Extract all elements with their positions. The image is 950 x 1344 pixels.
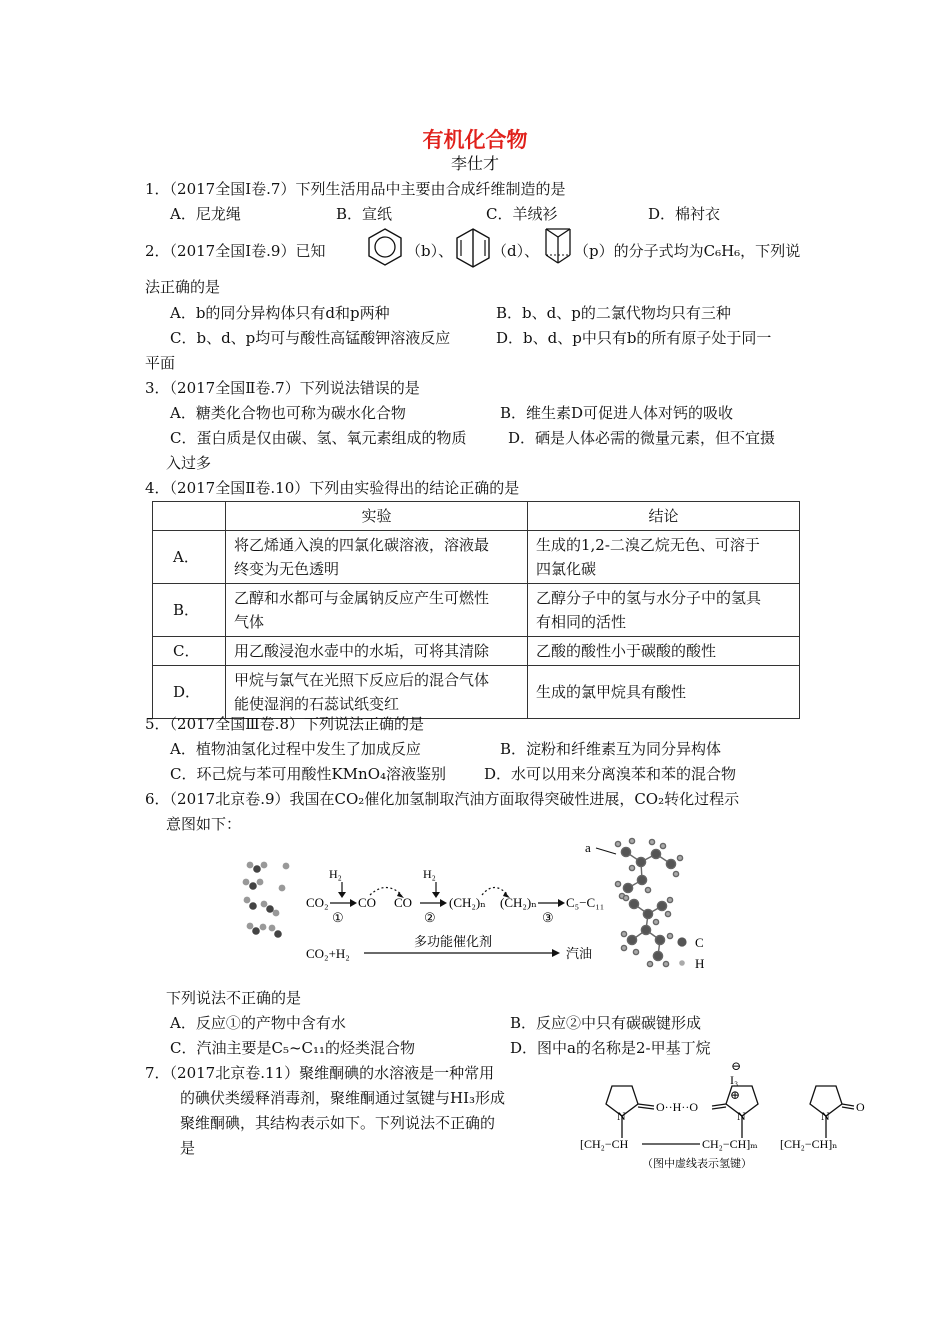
q7-line-4: 是: [180, 1139, 196, 1157]
step-1-label: ①: [332, 910, 344, 925]
minus-charge: ⊖: [731, 1059, 742, 1073]
experiment-cell: 将乙烯通入溴的四氯化碳溶液，溶液最 终变为无色透明: [226, 531, 528, 584]
q2-label-b: （b）、: [406, 242, 454, 260]
document-title: 有机化合物: [422, 128, 528, 152]
h2-label-1: H₂: [329, 867, 342, 881]
i3-label: I₃: [730, 1073, 739, 1087]
legend-carbon-dot: [677, 937, 686, 946]
experiment-cell: 乙醇和水都可与金属钠反应产生可燃性 气体: [226, 584, 528, 637]
plus-charge: ⊕: [730, 1088, 741, 1102]
q6-stem-continued: 意图如下：: [166, 815, 242, 833]
co-label-1: CO: [358, 895, 377, 910]
legend-c: C: [695, 935, 704, 950]
q5-option-a: A．植物油氢化过程中发生了加成反应: [170, 740, 421, 758]
q1-option-d: D．棉衬衣: [648, 205, 721, 223]
q6-ask: 下列说法不正确的是: [166, 989, 302, 1007]
q2-option-c: C．b、d、p均可与酸性高锰酸钾溶液反应: [170, 329, 451, 347]
q6-option-a: A．反应①的产物中含有水: [170, 1014, 346, 1032]
o-atom-3: O: [856, 1100, 865, 1114]
n-atom-1: N: [617, 1109, 626, 1123]
label-a: a: [585, 840, 591, 855]
conclusion-cell: 乙醇分子中的氢与水分子中的氢具 有相同的活性: [528, 584, 800, 637]
q2-option-a: A．b的同分异构体只有d和p两种: [170, 304, 390, 322]
q6-option-b: B．反应②中只有碳碳键形成: [510, 1014, 702, 1032]
conclusion-cell: 生成的氯甲烷具有酸性: [528, 666, 800, 719]
c5-c11-label: C₅−C₁₁: [566, 895, 605, 910]
benzene-structure-b: [366, 227, 404, 267]
co2-label: CO₂: [306, 895, 329, 910]
q3-option-c: C．蛋白质是仅由碳、氢、氧元素组成的物质: [170, 429, 467, 447]
pyrrolidone-ring-1: [606, 1086, 654, 1138]
q6-option-d: D．图中a的名称是2-甲基丁烷: [510, 1039, 711, 1057]
n-atom-2: N: [737, 1109, 746, 1123]
q1-option-c: C．羊绒衫: [486, 205, 558, 223]
ch2n-label-2: (CH₂)ₙ: [500, 895, 537, 910]
author: 李仕才: [450, 154, 499, 173]
pyrrolidone-ring-3: [810, 1086, 854, 1138]
conclusion-cell: 生成的1,2-二溴乙烷无色、可溶于 四氯化碳: [528, 531, 800, 584]
co2-molecule-cluster: [243, 862, 290, 938]
q2-label-p: （p）的分子式均为C₆H₆，下列说: [574, 242, 801, 260]
q3-option-d: D．硒是人体必需的微量元素，但不宜摄: [508, 429, 776, 447]
h2-label-2: H₂: [423, 867, 436, 881]
q6-stem: 6．（2017北京卷.9）我国在CO₂催化加氢制取汽油方面取得突破性进展，CO₂转化过程示: [145, 790, 740, 808]
chain-segment-3: [CH₂−CH]ₙ: [780, 1137, 838, 1151]
table-row: [153, 531, 800, 584]
q7-line-3: 聚维酮碘，其结构表示如下。下列说法不正确的: [180, 1114, 496, 1132]
q2-option-d: D．b、d、p中只有b的所有原子处于同一: [496, 329, 772, 347]
step-3-label: ③: [542, 910, 554, 925]
experiment-table: [152, 501, 800, 719]
row-option: D．: [153, 666, 226, 719]
experiment-cell: 甲烷与氯气在光照下反应后的混合气体 能使湿润的石蕊试纸变红: [226, 666, 528, 719]
chain-segment-1: [CH₂−CH: [580, 1137, 629, 1151]
q3-option-a: A．糖类化合物也可称为碳水化合物: [170, 404, 406, 422]
table-header-conclusion: 结论: [528, 502, 800, 531]
q6-option-c: C．汽油主要是C₅~C₁₁的烃类混合物: [170, 1039, 416, 1057]
row-option: A．: [153, 531, 226, 584]
q7-line-2: 的碘伏类缓释消毒剂，聚维酮通过氢键与HI₃形成: [180, 1089, 506, 1107]
q5-option-d: D．水可以用来分离溴苯和苯的混合物: [484, 765, 737, 783]
q3-stem: 3．（2017全国Ⅱ卷.7）下列说法错误的是: [145, 379, 420, 397]
conclusion-cell: 乙酸的酸性小于碳酸的酸性: [528, 637, 800, 666]
n-atom-3: N: [821, 1109, 830, 1123]
table-header-row: [153, 502, 800, 531]
co2-conversion-diagram: [236, 832, 716, 982]
molecule-model-chain: [621, 895, 672, 966]
q7-line-1: 7．（2017北京卷.11）聚维酮碘的水溶液是一种常用: [145, 1064, 495, 1082]
q3-option-d-continued: 入过多: [166, 454, 212, 472]
hydrogen-bond-note: （图中虚线表示氢键）: [642, 1158, 752, 1170]
q1-option-a: A．尼龙绳: [170, 205, 241, 223]
chain-segment-2: CH₂−CH]ₘ: [702, 1137, 758, 1151]
overall-reactants: CO₂+H₂: [306, 946, 350, 961]
q1-stem: 1．（2017全国Ⅰ卷.7）下列生活用品中主要由合成纤维制造的是: [145, 180, 566, 198]
q2-option-b: B．b、d、p的二氯代物均只有三种: [496, 304, 731, 322]
molecule-model-a: [615, 838, 682, 898]
row-option: C．: [153, 637, 226, 666]
q2-label-d: （d）、: [492, 242, 540, 260]
dewar-benzene-structure-d: [454, 227, 492, 269]
q5-option-b: B．淀粉和纤维素互为同分异构体: [500, 740, 722, 758]
experiment-cell: 用乙酸浸泡水壶中的水垢，可将其清除: [226, 637, 528, 666]
table-row: [153, 666, 800, 719]
povidone-iodine-structure: [580, 1058, 870, 1174]
q1-option-b: B．宣纸: [336, 205, 393, 223]
q5-option-c: C．环己烷与苯可用酸性KMnO₄溶液鉴别: [170, 765, 447, 783]
ch2n-label-1: (CH₂)ₙ: [449, 895, 486, 910]
table-header-cell: [153, 502, 226, 531]
prismane-structure-p: [542, 225, 574, 269]
q2-stem-prefix: 2．（2017全国Ⅰ卷.9）已知: [145, 242, 326, 260]
product-gasoline: 汽油: [566, 946, 593, 961]
co-label-2: CO: [394, 895, 413, 910]
q3-option-b: B．维生素D可促进人体对钙的吸收: [500, 404, 734, 422]
q2-stem-continued: 法正确的是: [145, 278, 221, 296]
q4-stem: 4．（2017全国Ⅱ卷.10）下列由实验得出的结论正确的是: [145, 479, 520, 497]
table-header-experiment: 实验: [226, 502, 528, 531]
table-row: [153, 637, 800, 666]
legend-h: H: [695, 956, 705, 971]
catalyst-label: 多功能催化剂: [414, 934, 493, 949]
step-2-label: ②: [424, 910, 436, 925]
h-bond-label: O··H··O: [656, 1100, 698, 1114]
row-option: B．: [153, 584, 226, 637]
table-row: [153, 584, 800, 637]
q2-option-d-continued: 平面: [145, 354, 176, 372]
q5-stem: 5．（2017全国Ⅲ卷.8）下列说法正确的是: [145, 715, 424, 733]
legend-hydrogen-dot: [679, 960, 685, 966]
